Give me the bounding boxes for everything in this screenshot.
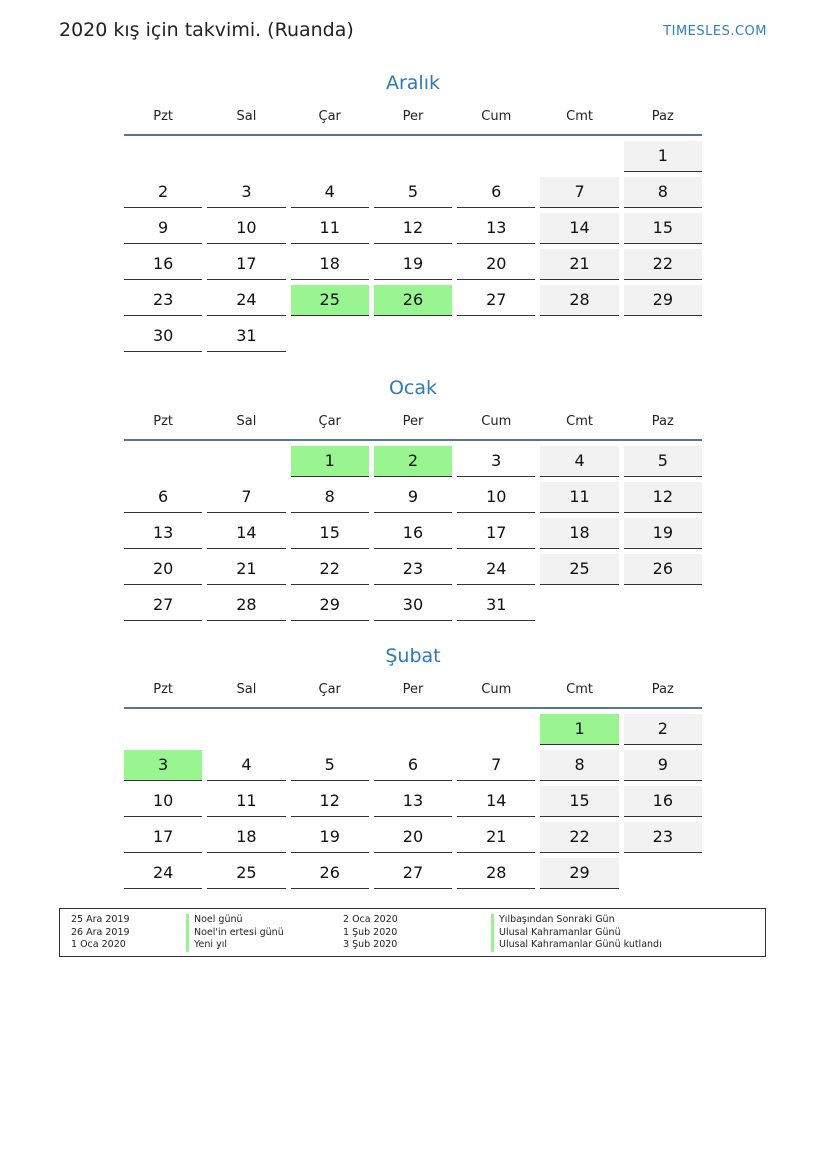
day-cell: 20 <box>457 249 535 280</box>
month-block <box>124 375 702 626</box>
day-cell: 2 <box>124 177 202 208</box>
day-cell-empty <box>624 321 702 351</box>
day-cell: 20 <box>124 554 202 585</box>
day-cell: 8 <box>291 482 369 513</box>
header-divider <box>124 439 702 441</box>
day-cell-empty <box>124 446 202 476</box>
day-cell: 17 <box>207 249 285 280</box>
weekday-header <box>124 411 702 431</box>
weekday-label: Cum <box>481 413 512 429</box>
day-cell: 21 <box>540 249 618 280</box>
day-cell: 5 <box>624 446 702 477</box>
week-row <box>124 554 702 585</box>
day-cell-empty <box>207 141 285 171</box>
day-cell: 29 <box>291 590 369 621</box>
day-cell: 7 <box>540 177 618 208</box>
day-cell-empty <box>457 321 535 351</box>
month-title: Ocak <box>388 377 438 399</box>
month-grid <box>124 714 702 889</box>
day-cell: 28 <box>540 285 618 316</box>
month-title: Şubat <box>385 645 441 667</box>
day-cell: 28 <box>457 858 535 889</box>
day-cell: 16 <box>624 786 702 817</box>
day-cell: 27 <box>374 858 452 889</box>
weekday-label: Sal <box>236 413 257 429</box>
week-row <box>124 786 702 817</box>
legend-date: 2 Oca 2020 <box>343 914 398 925</box>
legend-right-dates <box>343 914 398 952</box>
week-row <box>124 321 702 352</box>
day-cell: 16 <box>374 518 452 549</box>
day-cell: 22 <box>624 249 702 280</box>
weekday-label: Per <box>402 413 424 429</box>
weekday-label: Paz <box>651 108 674 124</box>
weekday-label: Cum <box>481 108 512 124</box>
day-cell: 26 <box>291 858 369 889</box>
page-title: 2020 kış için takvimi. (Ruanda) <box>59 19 354 41</box>
day-cell: 22 <box>540 822 618 853</box>
holiday-legend <box>59 908 766 957</box>
header-divider <box>124 134 702 136</box>
day-cell: 6 <box>374 750 452 781</box>
day-cell: 24 <box>207 285 285 316</box>
day-cell: 23 <box>124 285 202 316</box>
day-cell-empty <box>540 141 618 171</box>
day-cell-empty <box>374 141 452 171</box>
day-cell: 29 <box>540 858 618 889</box>
legend-right-names <box>491 914 662 952</box>
day-cell: 12 <box>374 213 452 244</box>
day-cell-empty <box>124 141 202 171</box>
week-row <box>124 858 702 889</box>
day-cell: 21 <box>457 822 535 853</box>
week-row <box>124 177 702 208</box>
week-row <box>124 714 702 745</box>
day-cell: 9 <box>124 213 202 244</box>
weekday-label: Cum <box>481 681 512 697</box>
week-row <box>124 822 702 853</box>
day-cell: 5 <box>291 750 369 781</box>
legend-holiday-name: Yılbaşından Sonraki Gün <box>491 914 662 927</box>
day-cell: 3 <box>207 177 285 208</box>
day-cell: 27 <box>124 590 202 621</box>
day-cell: 15 <box>624 213 702 244</box>
day-cell: 7 <box>207 482 285 513</box>
month-grid <box>124 141 702 352</box>
day-cell: 10 <box>207 213 285 244</box>
weekday-label: Çar <box>318 413 341 429</box>
day-cell: 6 <box>457 177 535 208</box>
day-cell: 1 <box>624 141 702 172</box>
weekday-label: Sal <box>236 681 257 697</box>
day-cell: 11 <box>291 213 369 244</box>
day-cell: 13 <box>374 786 452 817</box>
week-row <box>124 285 702 316</box>
legend-date: 1 Oca 2020 <box>71 939 126 950</box>
weekday-label: Per <box>402 108 424 124</box>
day-cell: 11 <box>207 786 285 817</box>
weekday-label: Paz <box>651 413 674 429</box>
day-cell: 22 <box>291 554 369 585</box>
brand-link[interactable]: TIMESLES.COM <box>663 24 767 39</box>
day-cell-empty <box>540 590 618 620</box>
day-cell: 17 <box>457 518 535 549</box>
legend-date: 26 Ara 2019 <box>71 926 130 938</box>
day-cell-empty <box>540 321 618 351</box>
day-cell: 4 <box>207 750 285 781</box>
day-cell: 25 <box>207 858 285 889</box>
day-cell: 31 <box>207 321 285 352</box>
day-cell-empty <box>457 141 535 171</box>
legend-holiday-name: Ulusal Kahramanlar Günü kutlandı <box>491 939 662 952</box>
month-block <box>124 643 702 894</box>
day-cell: 13 <box>457 213 535 244</box>
week-row <box>124 446 702 477</box>
day-cell: 31 <box>457 590 535 621</box>
header-divider <box>124 707 702 709</box>
weekday-header <box>124 106 702 126</box>
day-cell: 4 <box>540 446 618 477</box>
day-cell: 14 <box>207 518 285 549</box>
weekday-header <box>124 679 702 699</box>
day-cell: 2 <box>374 446 452 477</box>
day-cell: 18 <box>291 249 369 280</box>
legend-holiday-name: Ulusal Kahramanlar Günü <box>491 927 662 940</box>
day-cell: 29 <box>624 285 702 316</box>
day-cell: 10 <box>457 482 535 513</box>
weekday-label: Pzt <box>153 681 174 697</box>
day-cell: 7 <box>457 750 535 781</box>
day-cell-empty <box>291 714 369 744</box>
day-cell: 28 <box>207 590 285 621</box>
week-row <box>124 141 702 172</box>
day-cell: 13 <box>124 518 202 549</box>
week-row <box>124 482 702 513</box>
day-cell: 24 <box>457 554 535 585</box>
day-cell: 26 <box>374 285 452 316</box>
day-cell: 19 <box>291 822 369 853</box>
day-cell: 9 <box>624 750 702 781</box>
weekday-label: Çar <box>318 681 341 697</box>
day-cell: 25 <box>291 285 369 316</box>
weekday-label: Çar <box>318 108 341 124</box>
legend-left-names <box>186 914 284 952</box>
day-cell: 18 <box>540 518 618 549</box>
weekday-label: Pzt <box>153 108 174 124</box>
day-cell: 2 <box>624 714 702 745</box>
day-cell: 27 <box>457 285 535 316</box>
week-row <box>124 213 702 244</box>
day-cell: 16 <box>124 249 202 280</box>
day-cell: 25 <box>540 554 618 585</box>
day-cell: 19 <box>374 249 452 280</box>
legend-date: 25 Ara 2019 <box>71 914 130 925</box>
day-cell-empty <box>374 714 452 744</box>
day-cell: 11 <box>540 482 618 513</box>
legend-date: 3 Şub 2020 <box>343 939 398 950</box>
day-cell-empty <box>374 321 452 351</box>
weekday-label: Cmt <box>566 681 593 697</box>
day-cell: 20 <box>374 822 452 853</box>
day-cell: 6 <box>124 482 202 513</box>
weekday-label: Sal <box>236 108 257 124</box>
day-cell-empty <box>124 714 202 744</box>
legend-holiday-name: Yeni yıl <box>186 939 284 952</box>
day-cell: 21 <box>207 554 285 585</box>
day-cell-empty <box>457 714 535 744</box>
day-cell-empty <box>624 590 702 620</box>
weekday-label: Paz <box>651 681 674 697</box>
day-cell: 5 <box>374 177 452 208</box>
legend-holiday-name: Noel'in ertesi günü <box>186 927 284 940</box>
day-cell: 10 <box>124 786 202 817</box>
day-cell: 15 <box>540 786 618 817</box>
day-cell-empty <box>624 858 702 888</box>
day-cell: 24 <box>124 858 202 889</box>
day-cell: 17 <box>124 822 202 853</box>
week-row <box>124 249 702 280</box>
day-cell: 1 <box>291 446 369 477</box>
day-cell: 23 <box>374 554 452 585</box>
day-cell: 19 <box>624 518 702 549</box>
week-row <box>124 518 702 549</box>
day-cell-empty <box>291 141 369 171</box>
weekday-label: Cmt <box>566 413 593 429</box>
day-cell: 4 <box>291 177 369 208</box>
legend-left-dates <box>71 914 130 952</box>
day-cell: 15 <box>291 518 369 549</box>
month-title: Aralık <box>385 72 440 94</box>
month-grid <box>124 446 702 621</box>
week-row <box>124 750 702 781</box>
day-cell: 30 <box>124 321 202 352</box>
day-cell: 3 <box>457 446 535 477</box>
day-cell: 18 <box>207 822 285 853</box>
week-row <box>124 590 702 621</box>
day-cell: 23 <box>624 822 702 853</box>
day-cell-empty <box>207 714 285 744</box>
day-cell: 12 <box>291 786 369 817</box>
day-cell: 14 <box>457 786 535 817</box>
day-cell: 12 <box>624 482 702 513</box>
legend-holiday-name: Noel günü <box>186 914 284 927</box>
weekday-label: Cmt <box>566 108 593 124</box>
day-cell: 8 <box>540 750 618 781</box>
weekday-label: Pzt <box>153 413 174 429</box>
day-cell: 9 <box>374 482 452 513</box>
legend-date: 1 Şub 2020 <box>343 926 398 938</box>
day-cell: 3 <box>124 750 202 781</box>
day-cell-empty <box>291 321 369 351</box>
weekday-label: Per <box>402 681 424 697</box>
day-cell-empty <box>207 446 285 476</box>
day-cell: 30 <box>374 590 452 621</box>
month-block <box>124 70 702 357</box>
day-cell: 26 <box>624 554 702 585</box>
day-cell: 14 <box>540 213 618 244</box>
day-cell: 8 <box>624 177 702 208</box>
day-cell: 1 <box>540 714 618 745</box>
